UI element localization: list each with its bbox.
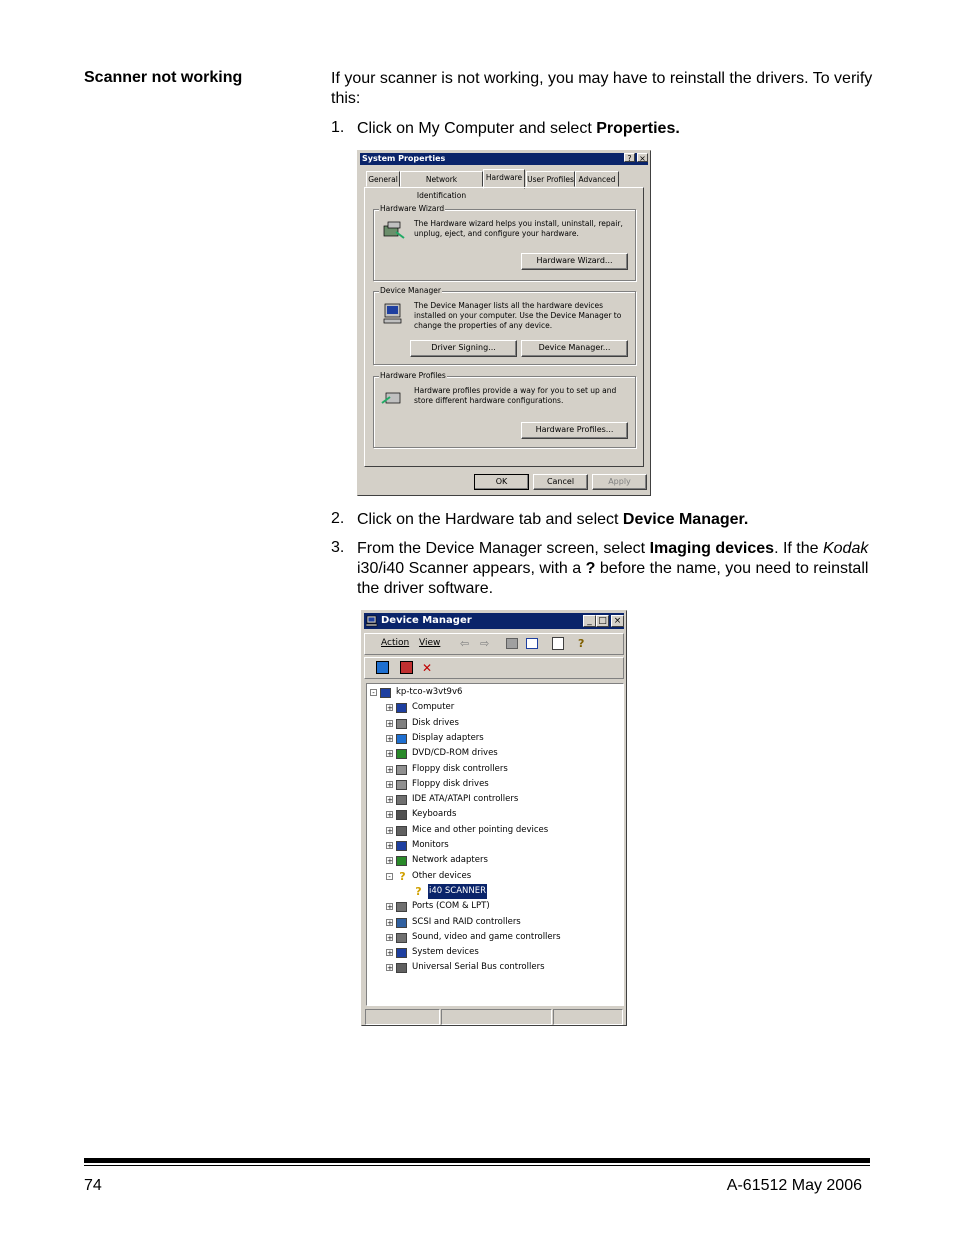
tree-item-label: Ports (COM & LPT)	[412, 901, 490, 912]
device-manager-window	[361, 610, 627, 1026]
tree-item[interactable]	[362, 945, 612, 960]
computer-icon	[366, 615, 378, 627]
uninstall-icon[interactable]: ✕	[422, 661, 433, 675]
expand-icon[interactable]: +	[387, 949, 393, 958]
help-button[interactable]: ?	[624, 153, 635, 162]
hardware-profiles-button[interactable]: Hardware Profiles...	[521, 422, 628, 439]
device-icon	[396, 719, 407, 729]
dm-title: Device Manager	[381, 615, 472, 626]
page-number: 74	[84, 1177, 102, 1194]
step-3-text: From the Device Manager screen, select Imaging devices. If the Kodak i30/i40 Scanner appears, with a ? before the name, you need to reinstall the driver software.	[357, 540, 869, 597]
device-manager-icon	[380, 302, 406, 326]
group-device-manager-text: The Device Manager lists all the hardware devices installed on your computer. Use the Device Manager to change the properties of any device.	[414, 301, 622, 330]
expand-icon[interactable]: +	[387, 964, 393, 973]
step-3-number: 3.	[331, 539, 345, 556]
driver-signing-button[interactable]: Driver Signing...	[410, 340, 517, 357]
tree-item[interactable]	[362, 716, 612, 731]
step-1-number: 1.	[331, 119, 345, 136]
footer-rule-thin	[84, 1165, 870, 1166]
tree-item-label: System devices	[412, 947, 479, 958]
update-driver-icon[interactable]	[400, 661, 413, 674]
tree-item-label: Keyboards	[412, 809, 457, 820]
tree-item[interactable]	[362, 731, 612, 746]
expand-icon[interactable]: +	[387, 704, 393, 713]
tree-item-i40-scanner[interactable]	[362, 884, 612, 899]
device-icon	[396, 749, 407, 759]
status-cell-3	[553, 1009, 623, 1025]
tree-item-label: SCSI and RAID controllers	[412, 916, 521, 927]
footer-rule-thick	[84, 1158, 870, 1163]
tree-item[interactable]	[362, 762, 612, 777]
tree-item[interactable]	[362, 853, 612, 868]
status-cell-1	[365, 1009, 440, 1025]
group-device-manager	[373, 286, 636, 365]
tab-general[interactable]: General	[366, 171, 400, 187]
tree-item-label: Floppy disk drives	[412, 778, 489, 789]
dialog-title-bar	[360, 153, 648, 165]
scan-hardware-icon[interactable]	[376, 661, 389, 674]
document-id: A-61512 May 2006	[726, 1177, 862, 1194]
expand-icon[interactable]: +	[387, 918, 393, 927]
tree-item-label: Disk drives	[412, 717, 459, 728]
device-icon	[396, 765, 407, 775]
tab-user-profiles[interactable]: User Profiles	[526, 171, 575, 187]
device-icon	[396, 918, 407, 928]
cancel-button[interactable]: Cancel	[533, 474, 588, 490]
back-arrow-icon[interactable]: ⇦	[460, 637, 470, 650]
tree-item[interactable]	[362, 838, 612, 853]
tree-item-label: Floppy disk controllers	[412, 763, 508, 774]
expand-icon[interactable]: +	[387, 750, 393, 759]
device-icon	[396, 841, 407, 851]
device-icon	[396, 948, 407, 958]
device-icon	[396, 826, 407, 836]
expand-icon[interactable]: +	[387, 933, 393, 942]
question-mark-icon: ?	[415, 884, 422, 898]
tree-root[interactable]	[362, 685, 612, 700]
device-icon	[396, 795, 407, 805]
group-hardware-profiles	[373, 371, 636, 448]
close-button[interactable]: ×	[611, 615, 624, 627]
collapse-icon[interactable]: -	[386, 873, 393, 880]
expand-icon[interactable]: +	[387, 734, 393, 743]
system-properties-dialog	[357, 150, 651, 496]
group-hardware-wizard-text: The Hardware wizard helps you install, uninstall, repair, unplug, eject, and configure your hardware.	[414, 219, 623, 238]
tree-item[interactable]	[362, 777, 612, 792]
device-icon	[396, 933, 407, 943]
menu-action[interactable]: Action	[381, 638, 410, 648]
status-cell-2	[441, 1009, 552, 1025]
dialog-title: System Properties	[362, 154, 446, 163]
tree-item-label: i40 SCANNER	[428, 884, 487, 899]
tree-item-label: Display adapters	[412, 732, 484, 743]
tab-advanced[interactable]: Advanced	[575, 171, 619, 187]
menu-view[interactable]: View	[419, 638, 441, 648]
tab-hardware[interactable]: Hardware	[483, 169, 525, 189]
tree-item[interactable]	[362, 915, 612, 930]
maximize-button[interactable]: □	[596, 615, 609, 627]
step-2-text: Click on the Hardware tab and select Device Manager.	[357, 511, 749, 528]
intro-paragraph: If your scanner is not working, you may have to reinstall the drivers. To verify this:	[331, 70, 873, 107]
expand-icon[interactable]: +	[387, 842, 393, 850]
expand-icon[interactable]: +	[387, 903, 393, 912]
properties-icon[interactable]	[552, 637, 564, 650]
step-2-number: 2.	[331, 510, 345, 527]
expand-icon[interactable]: +	[387, 780, 393, 789]
tree-item-label: Sound, video and game controllers	[412, 931, 561, 942]
device-icon	[396, 902, 407, 912]
group-hardware-profiles-text: Hardware profiles provide a way for you to set up and store different hardware configurations.	[414, 386, 617, 405]
tree-item-label: Other devices	[412, 870, 472, 881]
step-1-text: Click on My Computer and select Properties.	[357, 120, 680, 137]
tree-item-label: Monitors	[412, 840, 449, 850]
hardware-wizard-button[interactable]: Hardware Wizard...	[521, 253, 628, 270]
toolbar-icon-1[interactable]	[506, 638, 518, 649]
help-icon[interactable]: ?	[578, 637, 585, 650]
tree-item-label: kp-tco-w3vt9v6	[396, 687, 463, 697]
device-manager-button[interactable]: Device Manager...	[521, 340, 628, 357]
expand-icon[interactable]: +	[387, 796, 393, 805]
tree-item-label: Network adapters	[412, 855, 488, 866]
hardware-wizard-icon	[380, 218, 406, 242]
apply-button[interactable]: Apply	[592, 474, 647, 490]
group-hardware-wizard-label: Hardware Wizard	[380, 204, 445, 213]
expand-icon[interactable]: +	[387, 811, 393, 820]
tree-item-label: Mice and other pointing devices	[412, 824, 549, 835]
computer-icon	[380, 688, 391, 698]
forward-arrow-icon[interactable]: ⇨	[480, 637, 490, 650]
tree-item-label: IDE ATA/ATAPI controllers	[412, 794, 519, 805]
device-icon	[396, 703, 407, 713]
toolbar-icon-2[interactable]	[526, 638, 538, 649]
minimize-button[interactable]: _	[583, 615, 596, 627]
tree-item-label: DVD/CD-ROM drives	[412, 748, 498, 759]
close-button[interactable]: ×	[637, 153, 648, 162]
section-heading: Scanner not working	[84, 69, 243, 86]
tree-item[interactable]	[362, 823, 612, 838]
tree-item-label: Computer	[412, 702, 455, 713]
group-hardware-profiles-label: Hardware Profiles	[380, 371, 446, 380]
expand-icon[interactable]: +	[387, 826, 393, 835]
device-icon	[396, 963, 407, 973]
expand-icon[interactable]: +	[387, 719, 393, 728]
device-icon	[396, 780, 407, 790]
device-icon	[396, 810, 407, 820]
tab-network-identification[interactable]: Network Identification	[400, 171, 483, 187]
question-mark-icon: ?	[399, 869, 406, 883]
tree-item-other-devices[interactable]	[362, 869, 612, 884]
tree-item[interactable]	[362, 899, 612, 914]
expand-icon[interactable]: +	[387, 857, 393, 866]
tree-item[interactable]	[362, 807, 612, 822]
tree-item[interactable]	[362, 700, 612, 715]
ok-button[interactable]: OK	[474, 474, 529, 490]
group-device-manager-label: Device Manager	[380, 286, 441, 295]
tree-item[interactable]	[362, 746, 612, 761]
device-icon	[396, 734, 407, 744]
hardware-profiles-icon	[380, 387, 406, 411]
tree-item[interactable]	[362, 792, 612, 807]
group-hardware-wizard	[373, 204, 636, 281]
device-icon	[396, 856, 407, 866]
tree-item[interactable]	[362, 960, 612, 975]
tree-item[interactable]	[362, 930, 612, 945]
expand-icon[interactable]: +	[387, 765, 393, 774]
tree-item-label: Universal Serial Bus controllers	[412, 962, 545, 973]
collapse-icon[interactable]: -	[370, 689, 377, 696]
